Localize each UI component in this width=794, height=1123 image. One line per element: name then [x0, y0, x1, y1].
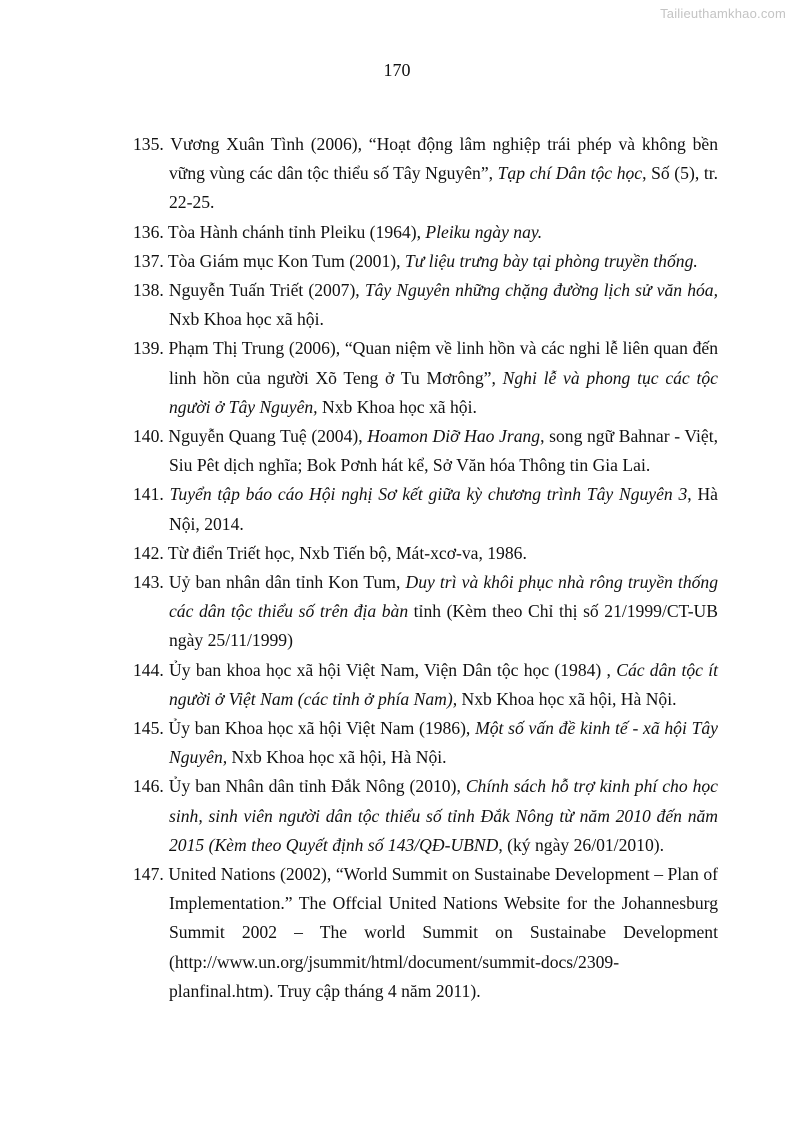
reference-title: Các dân tộc ít người ở Việt Nam (các tỉnh ở phía Nam),	[169, 659, 718, 709]
reference-item	[133, 247, 718, 276]
reference-text: Nguyễn Quang Tuệ (2004),	[163, 426, 368, 447]
reference-number: 141.	[133, 484, 164, 505]
reference-item	[133, 480, 718, 538]
reference-title: Tuyển tập báo cáo Hội nghị Sơ kết giữa kỳ chương trình Tây Nguyên 3	[169, 484, 688, 505]
reference-item	[133, 276, 718, 334]
reference-title: Tây Nguyên những chặng đường lịch sử văn hóa,	[364, 280, 719, 301]
reference-number: 140.	[133, 426, 164, 447]
reference-text: Uỷ ban nhân dân tỉnh Kon Tum,	[163, 572, 406, 593]
reference-text: Tòa Hành chánh tỉnh Pleiku (1964),	[163, 221, 426, 242]
reference-title: Chính sách hỗ trợ kinh phí cho học sinh, sinh viên người dân tộc thiểu số tỉnh Đắk Nông từ năm 2010 đến năm 2015 (Kèm theo Quyết định số 143/QĐ-UBND	[169, 776, 718, 855]
reference-text: , (ký ngày 26/01/2010).	[498, 834, 665, 855]
reference-text: Nxb Khoa học xã hội, Hà Nội.	[457, 688, 677, 709]
reference-item	[133, 218, 718, 247]
reference-text: , Số (5), tr. 22-25.	[169, 163, 719, 213]
reference-number: 142.	[133, 542, 164, 563]
reference-number: 139.	[133, 338, 164, 359]
reference-text: tỉnh (Kèm theo Chỉ thị số 21/1999/CT-UB ngày 25/11/1999)	[169, 601, 718, 651]
reference-title: Hoamon Diỡ Hao Jrang	[367, 426, 541, 447]
reference-text: , Hà Nội, 2014.	[169, 484, 718, 534]
reference-text: Nxb Khoa học xã hội, Hà Nội.	[227, 747, 447, 768]
reference-list	[133, 130, 718, 1006]
reference-text: Từ điển Triết học, Nxb Tiến bộ, Mát-xcơ-va, 1986.	[163, 542, 527, 563]
reference-item	[133, 130, 718, 218]
reference-title: Nghi lễ và phong tục các tộc người ở Tây Nguyên,	[169, 367, 718, 417]
reference-title: Một số vấn đề kinh tế - xã hội Tây Nguyên,	[169, 718, 718, 768]
reference-title: Tư liệu trưng bày tại phòng truyền thống.	[404, 250, 698, 271]
reference-number: 138.	[133, 280, 164, 301]
reference-text: Ủy ban Nhân dân tỉnh Đắk Nông (2010),	[163, 776, 466, 797]
reference-text: Tòa Giám mục Kon Tum (2001),	[163, 250, 405, 271]
reference-text: Nxb Khoa học xã hội.	[317, 396, 477, 417]
reference-text: Phạm Thị Trung (2006), “Quan niệm về linh hồn và các nghi lễ liên quan đến linh hồn của người Xõ Teng ở Tu Mơrông”,	[163, 338, 718, 388]
reference-item	[133, 568, 718, 656]
reference-title: Duy trì và khôi phục nhà rông truyền thống các dân tộc thiểu số trên địa bàn	[169, 572, 719, 622]
reference-number: 135.	[133, 134, 164, 154]
reference-title: Pleiku ngày nay.	[425, 221, 543, 242]
reference-number: 147.	[133, 864, 164, 885]
reference-text: United Nations (2002), “World Summit on Sustainabe Development – Plan of Implementation.” The Offcial United Nations Website for the Johannesburg Summit 2002 – The world Summit on Sustainabe Development (http://www.un.org/jsummit/html/document/summit-docs/2309-planfinal.htm). Truy cập tháng 4 năm 2011).	[163, 864, 718, 1001]
reference-item	[133, 860, 718, 1006]
reference-item	[133, 772, 718, 860]
reference-title: Tạp chí Dân tộc học	[497, 163, 643, 184]
reference-number: 145.	[133, 718, 164, 739]
reference-text: Ủy ban Khoa học xã hội Việt Nam (1986),	[163, 718, 476, 739]
reference-item	[133, 539, 718, 568]
reference-number: 143.	[133, 572, 164, 593]
reference-item	[133, 334, 718, 422]
reference-text: Vương Xuân Tình (2006), “Hoạt động lâm nghiệp trái phép và không bền vững vùng các dân tộc thiểu số Tây Nguyên”,	[163, 134, 718, 184]
reference-number: 136.	[133, 221, 164, 242]
reference-item	[133, 714, 718, 772]
reference-number: 144.	[133, 659, 164, 680]
watermark: Tailieuthamkhao.com	[660, 6, 786, 21]
reference-item	[133, 656, 718, 714]
reference-item	[133, 422, 718, 480]
reference-text: Ủy ban khoa học xã hội Việt Nam, Viện Dân tộc học (1984) ,	[163, 659, 617, 680]
reference-text: , song ngữ Bahnar - Việt, Siu Pêt dịch nghĩa; Bok Pơnh hát kể, Sở Văn hóa Thông tin Gia Lai.	[169, 426, 718, 476]
page-number: 170	[383, 60, 411, 80]
reference-text: Nguyễn Tuấn Triết (2007),	[163, 280, 365, 301]
reference-number: 137.	[133, 250, 164, 271]
reference-text: Nxb Khoa học xã hội.	[169, 309, 324, 330]
reference-number: 146.	[133, 776, 164, 797]
